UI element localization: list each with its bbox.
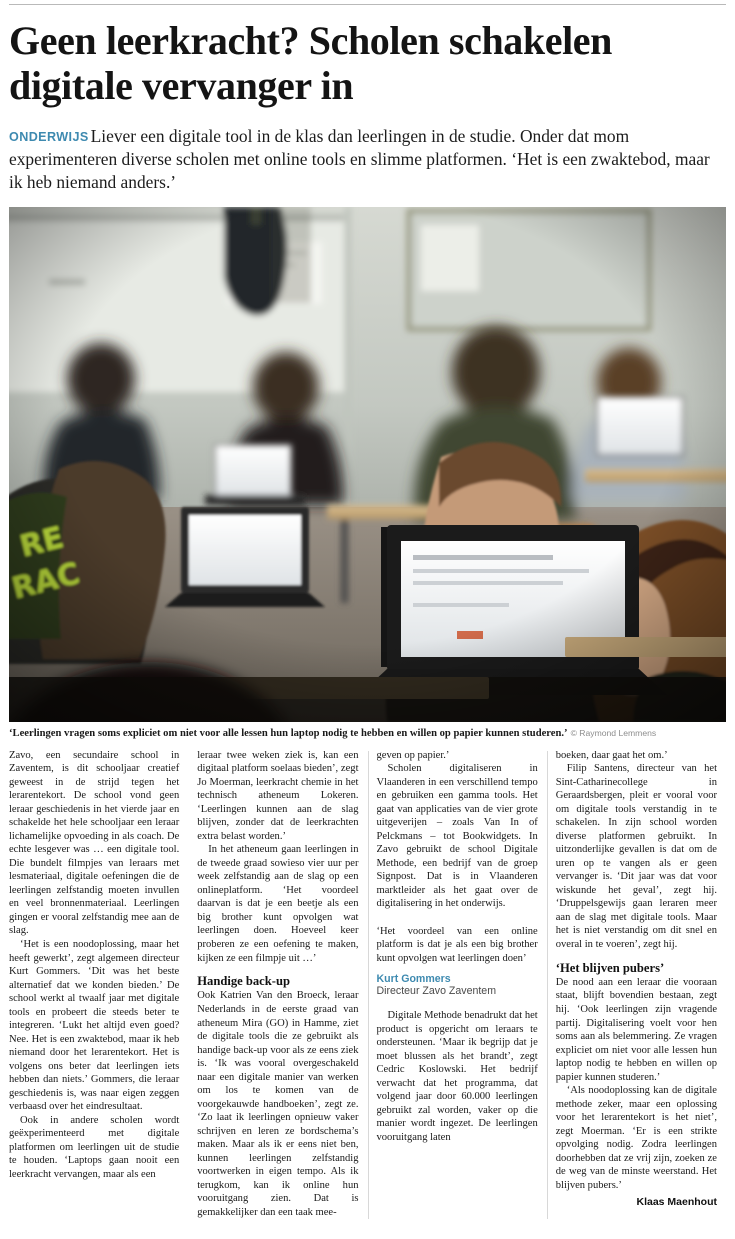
standfirst-text: Liever een digitale tool in de klas dan leerlingen in de studie. Onder dat mom experimenteren diverse scholen met online tools en slimme platformen. ‘Het is een zwaktebod, maar ik heb niemand anders.’ (9, 125, 710, 193)
paragraph: ‘Het is een noodoplossing, maar het heeft gewerkt’, zegt algemeen directeur Kurt Gommers. ‘Dit was het beste alternatief dat we konden bieden.’ De school werkt al twaalf jaar met digitale tools en probeert die steeds beter te integreren. ‘Lukt het altijd even goed? Nee. Het is een zwaktebod, maar ik heb niemand door het lerarentekort. Het is volgens ons beter dat leerlingen iets hebben dan niets.’ Gommers, die leraar geschiedenis is, was naar eigen zeggen verbaasd over het eindresultaat. (9, 938, 180, 1113)
pull-quote (377, 925, 538, 998)
article-column-3 (368, 749, 547, 1219)
article-column-2 (188, 749, 367, 1219)
pull-quote-attribution-role: Directeur Zavo Zaventem (376, 985, 497, 998)
paragraph: geven op papier.’ (376, 749, 450, 761)
lead-photo (9, 207, 726, 722)
paragraph: Filip Santens, directeur van het Sint-Catharinecollege in Geraardsbergen, pleit er vooral voor om digitale tools verstandig in te schakelen. In zijn school worden diverse platformen gebruikt. In uitzonderlijke gevallen is dat om de uren op te vangen als er geen vervanger is. ‘Dit jaar was dat voor wiskunde het geval’, zegt hij. ‘Druppelsgewijs gaan leraren meer aan de slag met digitale tools. Maar het is niet verstandig om dit snel en overal in te voeren’, zegt hij. (555, 763, 717, 950)
photo-caption (9, 727, 726, 740)
article-column-4 (547, 749, 726, 1219)
paragraph: Digitale Methode benadrukt dat het product is opgericht om leraars te ondersteunen. ‘Maar ik begrijp dat je moet blussen als het brandt’, zegt Cedric Koslowski. Het bedrijf verwacht dat het programma, dat volgend jaar door 60.000 leerlingen gebruikt zal worden, vaker op die manier wordt ingezet. De leerlingen vooruitgang laten (376, 1010, 538, 1143)
section-subheading: Handige back-up (197, 974, 290, 989)
lead-photo-block (9, 207, 726, 740)
photo-caption-text: ‘Leerlingen vragen soms expliciet om niet voor alle lessen hun laptop nodig te hebben en willen op papier kunnen studeren.’ (9, 727, 568, 739)
photo-credit: © Raymond Lemmens (570, 727, 657, 738)
pull-quote-attribution-name: Kurt Gommers (376, 972, 451, 985)
paragraph: In het atheneum gaan leerlingen in de tweede graad sowieso vier uur per week zelfstandig aan de slag op een onlineplatform. ‘Het voordeel daarvan is dat je een beetje als een big brother kunt opvolgen wat leerlingen doen. Hoeveel keer proberen ze een oefening te maken, kijken ze een filmpje uit …’ (197, 844, 359, 964)
paragraph: leraar twee weken ziek is, kan een digitaal platform soelaas bieden’, zegt Jo Moerman, leerkracht chemie in het technisch atheneum Lokeren. ‘Leerlingen kunnen aan de slag blijven, zonder dat de leerkrachten extra belast worden.’ (197, 749, 359, 842)
top-divider (9, 4, 726, 5)
pull-quote-text: ‘Het voordeel van een online platform is dat je als een big brother kunt opvolgen wat leerlingen doen’ (376, 925, 538, 964)
paragraph: Zavo, een secundaire school in Zaventem, is dit schooljaar creatief geweest in de strijd tegen het lerarentekort. De school vond geen leraar geschiedenis in het vierde jaar en schakelde het hele schooljaar een leraar lichamelijke opvoeding in als coach. De echte lesgever was … een digitale tool. Die bundelt filmpjes van leraars met lesmateriaal, digitale oefeningen die de leerlingen zelfstandig moeten invullen en veel bronnenmateriaal. Leerlingen gingen er vooral zelfstandig mee aan de slag. (9, 749, 180, 937)
paragraph: Ook in andere scholen wordt geëxperimenteerd met digitale platformen om leerlingen uit de studie te houden. ‘Laptops gaan nooit een leerkracht vervangen, maar als een (9, 1114, 180, 1180)
article-byline: Klaas Maenhout (636, 1196, 717, 1209)
section-subheading: ‘Het blijven pubers’ (555, 960, 665, 975)
article-column-1 (9, 749, 188, 1219)
paragraph: Scholen digitaliseren in Vlaanderen in een verschillend tempo en gebruiken een gamma tools. Het gaat van applicaties van de vier grote uitgeverijen – zoals Van In of Pelckmans – tot Bookwidgets. In Zavo gebruikt de school Digitale Methode, een bedrijf van de groep Signpost. Dat is in Vlaanderen marktleider als het gaat over de digitalisering in het onderwijs. (376, 763, 538, 910)
section-kicker: ONDERWIJS (9, 129, 89, 144)
paragraph: Ook Katrien Van den Broeck, leraar Nederlands in de eerste graad van atheneum Mira (GO) in Hamme, ziet de digitale tools die ze gebruikt als handige back-up voor als ze eens ziek is. ‘Ik was vooral overgeschakeld naar een digitale manier van werken om los te komen van de voorgekauwde handboeken’, zegt ze. ‘Zo laat ik leerlingen opnieuw vaker schrijven en leren ze bordschema’s maken. Maar als ik er eens niet ben, kunnen leerlingen zelfstandig voortwerken in eigen tempo. Als ik terugkom, kan ik online hun vooruitgang zien. Dat is gemakkelijker dan een taak mee- (197, 990, 359, 1218)
paragraph: De nood aan een leraar die vooraan staat, blijft bovendien bestaan, zegt hij. ‘Ook leerlingen zijn vragende partij. Digitalisering voelt voor hen soms aan als belemmering. Ze vragen expliciet om niet voor alle lessen hun laptop nodig te hebben en willen op papier kunnen studeren.’ (555, 976, 717, 1083)
paragraph: boeken, daar gaat het om.’ (555, 749, 668, 761)
article-body-columns (9, 749, 726, 1219)
newspaper-article-page (0, 4, 735, 1239)
standfirst (9, 125, 726, 195)
paragraph: ‘Als noodoplossing kan de digitale methode zeker, maar een oplossing voor het lerarentekort is het niet’, zegt Moerman. ‘Er is een strikte opvolging nodig. Zodra leerlingen doorhebben dat ze vrij zijn, zoeken ze de weg van de minste weerstand. Het blijven pubers.’ (555, 1085, 717, 1191)
page-title: Geen leerkracht? Scholen schakelen digitale vervanger in (9, 18, 613, 108)
